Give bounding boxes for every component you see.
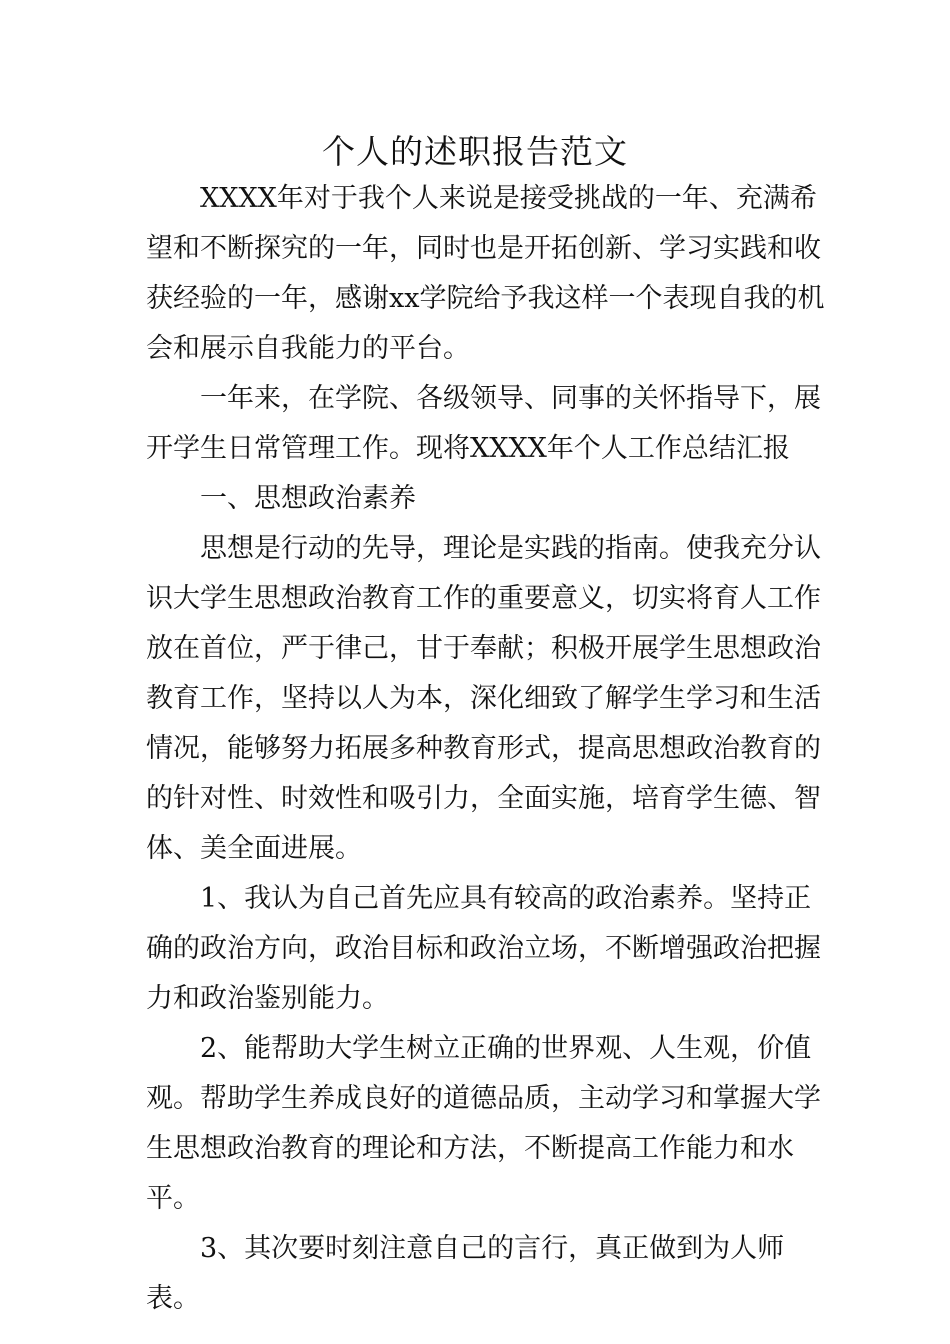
paragraph-1: XXXX年对于我个人来说是接受挑战的一年、充满希望和不断探究的一年，同时也是开拓创新、学习实践和收获经验的一年，感谢xx学院给予我这样一个表现自我的机会和展示自我能力的平台。	[146, 183, 825, 364]
section-heading-1: 一、思想政治素养	[200, 483, 416, 514]
paragraph-4: 1、我认为自己首先应具有较高的政治素养。坚持正确的政治方向，政治目标和政治立场，不断增强政治把握力和政治鉴别能力。	[146, 883, 821, 1014]
paragraph-2: 一年来，在学院、各级领导、同事的关怀指导下，展开学生日常管理工作。现将XXXX年个人工作总结汇报	[146, 383, 821, 464]
paragraph-3: 思想是行动的先导，理论是实践的指南。使我充分认识大学生思想政治教育工作的重要意义，切实将育人工作放在首位，严于律己，甘于奉献；积极开展学生思想政治教育工作，坚持以人为本，深化细致了解学生学习和生活情况，能够努力拓展多种教育形式，提高思想政治教育的的针对性、时效性和吸引力，全面实施，培育学生德、智体、美全面进展。	[146, 533, 821, 864]
paragraph-6: 3、其次要时刻注意自己的言行，真正做到为人师表。	[146, 1233, 785, 1314]
paragraph-5: 2、能帮助大学生树立正确的世界观、人生观，价值观。帮助学生养成良好的道德品质，主动学习和掌握大学生思想政治教育的理论和方法，不断提高工作能力和水平。	[146, 1033, 821, 1214]
document-title: 个人的述职报告范文	[322, 132, 628, 171]
document-body	[146, 174, 830, 1324]
